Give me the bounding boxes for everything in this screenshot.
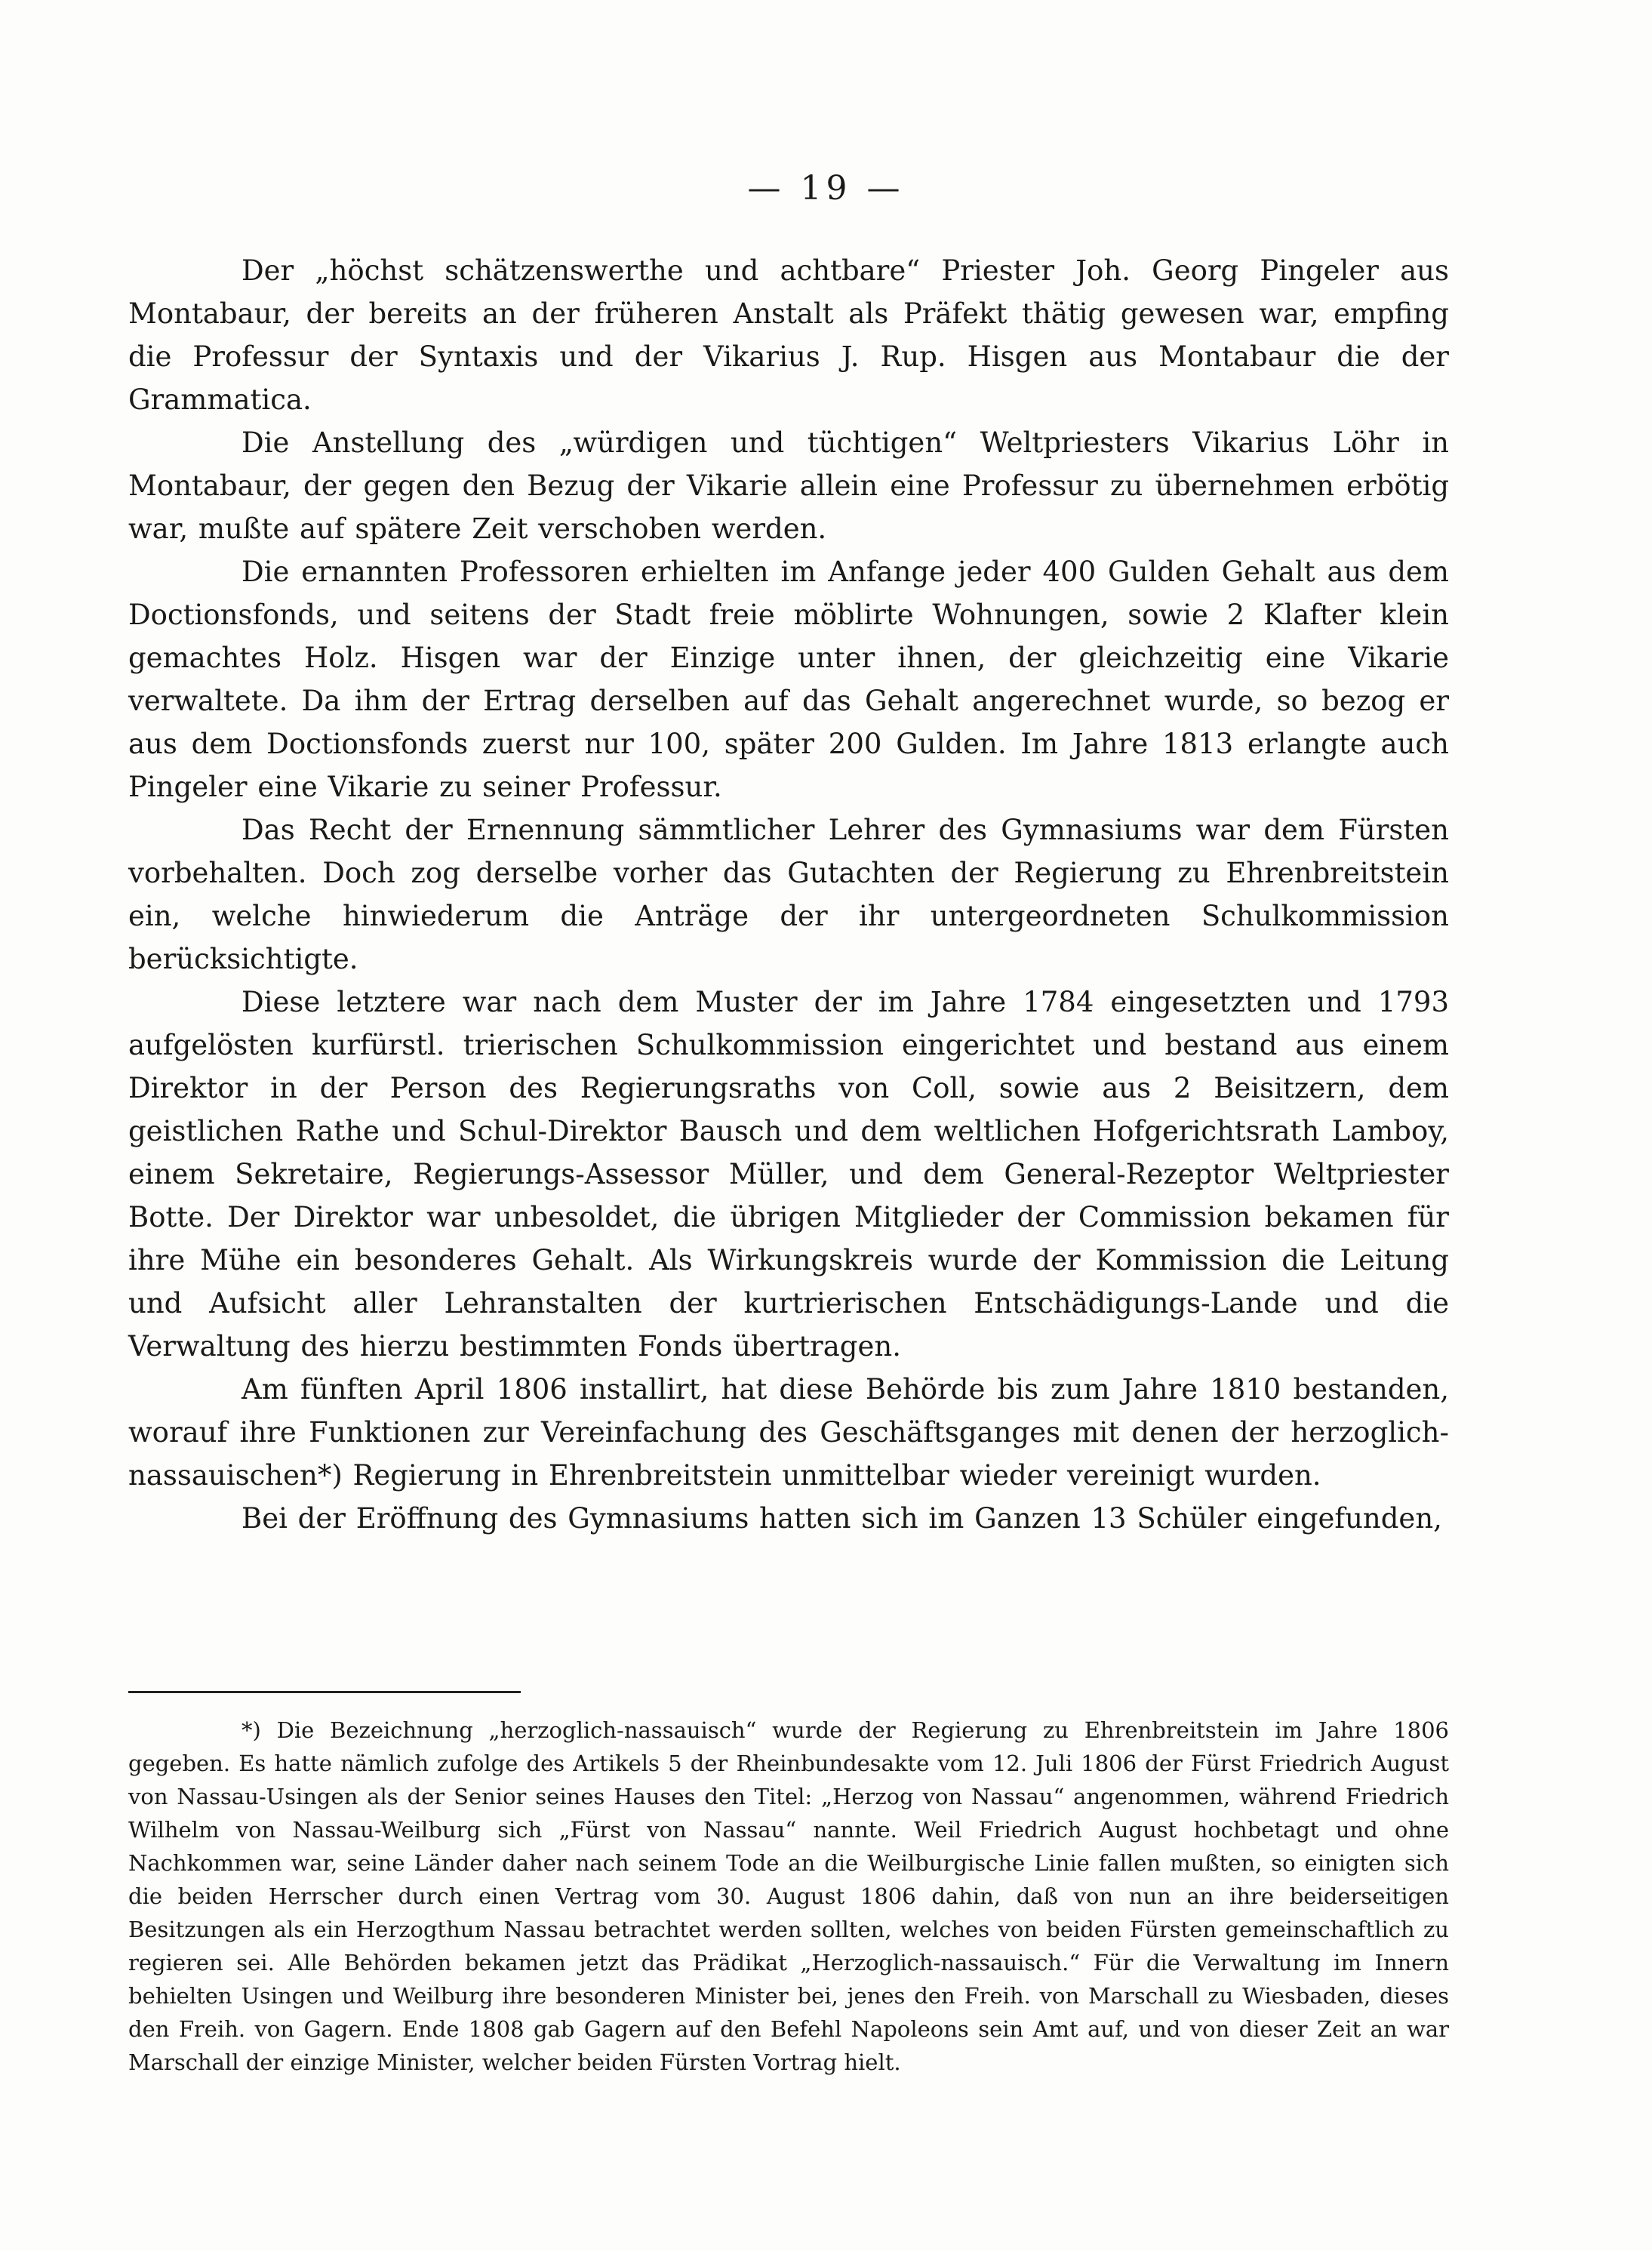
page-number: — 19 — [747,169,905,208]
paragraph: Das Recht der Ernennung sämmtlicher Lehrer des Gymnasiums war dem Fürsten vorbehalten. Doch zog derselbe vorher das Gutachten der Regierung zu Ehrenbreitstein ein, welche hinwiederum die Anträge der ihr untergeordneten Schulkommission berücksichtigte. [128,814,1449,975]
paragraph: Die Anstellung des „würdigen und tüchtigen“ Weltpriesters Vikarius Löhr in Montabaur, der gegen den Bezug der Vikarie allein eine Professur zu übernehmen erbötig war, mußte auf spätere Zeit verschoben werden. [128,426,1449,545]
main-text-block [128,249,1449,1540]
paragraph: Bei der Eröffnung des Gymnasiums hatten sich im Ganzen 13 Schüler eingefunden, [241,1502,1442,1535]
footnote: *) Die Bezeichnung „herzoglich-nassauisch“ wurde der Regierung zu Ehrenbreitstein im Jahre 1806 gegeben. Es hatte nämlich zufolge des Artikels 5 der Rheinbundesakte vom 12. Juli 1806 der Fürst Friedrich August von Nassau-Usingen als der Senior seines Hauses den Titel: „Herzog von Nassau“ angenommen, während Friedrich Wilhelm von Nassau-Weilburg sich „Fürst von Nassau“ nannte. Weil Friedrich August hochbetagt und ohne Nachkommen war, seine Länder daher nach seinem Tode an die Weilburgische Linie fallen mußten, so einigten sich die beiden Herrscher durch einen Vertrag vom 30. August 1806 dahin, daß von nun an ihre beiderseitigen Besitzungen als ein Herzogthum Nassau betrachtet werden sollten, welches von beiden Fürsten gemeinschaftlich zu regieren sei. Alle Behörden bekamen jetzt das Prädikat „Herzoglich-nassauisch.“ Für die Verwaltung im Innern behielten Usingen und Weilburg ihre besonderen Minister bei, jenes den Freih. von Marschall zu Wiesbaden, dieses den Freih. von Gagern. Ende 1808 gab Gagern auf den Befehl Napoleons sein Amt auf, und von dieser Zeit an war Marschall der einzige Minister, welcher beiden Fürsten Vortrag hielt. [128,1717,1449,2075]
paragraph: Am fünften April 1806 installirt, hat diese Behörde bis zum Jahre 1810 bestanden, worauf ihre Funktionen zur Vereinfachung des Geschäftsganges mit denen der herzoglich-nassauischen*) Regierung in Ehrenbreitstein unmittelbar wieder vereinigt wurden. [128,1373,1449,1492]
paragraph: Der „höchst schätzenswerthe und achtbare“ Priester Joh. Georg Pingeler aus Montabaur, der bereits an der früheren Anstalt als Präfekt thätig gewesen war, empfing die Professur der Syntaxis und der Vikarius J. Rup. Hisgen aus Montabaur die der Grammatica. [128,254,1449,416]
footnote-divider [128,1691,521,1693]
paragraph: Diese letztere war nach dem Muster der im Jahre 1784 eingesetzten und 1793 aufgelösten kurfürstl. trierischen Schulkommission eingerichtet und bestand aus einem Direktor in der Person des Regierungsraths von Coll, sowie aus 2 Beisitzern, dem geistlichen Rathe und Schul-Direktor Bausch und dem weltlichen Hofgerichtsrath Lamboy, einem Sekretaire, Regierungs-Assessor Müller, und dem General-Rezeptor Weltpriester Botte. Der Direktor war unbesoldet, die übrigen Mitglieder der Commission bekamen für ihre Mühe ein besonderes Gehalt. Als Wirkungskreis wurde der Kommission die Leitung und Aufsicht aller Lehranstalten der kurtrierischen Entschädigungs-Lande und die Verwaltung des hierzu bestimmten Fonds übertragen. [128,986,1449,1363]
paragraph: Die ernannten Professoren erhielten im Anfange jeder 400 Gulden Gehalt aus dem Doctionsfonds, und seitens der Stadt freie möblirte Wohnungen, sowie 2 Klafter klein gemachtes Holz. Hisgen war der Einzige unter ihnen, der gleichzeitig eine Vikarie verwaltete. Da ihm der Ertrag derselben auf das Gehalt angerechnet wurde, so bezog er aus dem Doctionsfonds zuerst nur 100, später 200 Gulden. Im Jahre 1813 erlangte auch Pingeler eine Vikarie zu seiner Professur. [128,556,1449,803]
